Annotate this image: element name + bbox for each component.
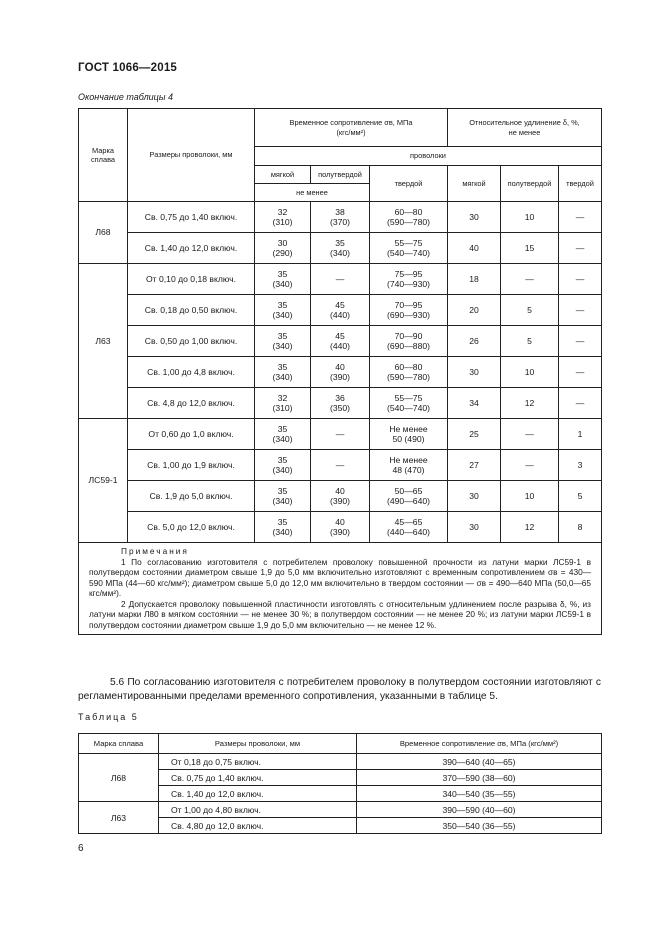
size-cell: Св. 1,00 до 4,8 включ. (128, 357, 255, 388)
elongation-hard-cell: 3 (559, 450, 602, 481)
elongation-semi-cell: 15 (501, 233, 559, 264)
tensile-soft-cell: 35 (340) (255, 450, 311, 481)
elongation-hard-cell: 1 (559, 419, 602, 450)
elongation-semi-cell: 12 (501, 512, 559, 543)
tensile-semi-cell: 45 (440) (311, 295, 370, 326)
tensile-soft-cell: 30 (290) (255, 233, 311, 264)
table5-row (79, 802, 602, 818)
tensile-hard-cell: 70—90 (690—880) (370, 326, 448, 357)
elongation-semi-cell: 10 (501, 357, 559, 388)
t5-value-cell: 350—540 (36—55) (357, 818, 602, 834)
notes-cell (79, 543, 602, 635)
table4-row (79, 326, 602, 357)
table4-row (79, 295, 602, 326)
t5-size-cell: Св. 0,75 до 1,40 включ. (159, 770, 357, 786)
tensile-hard-cell: 55—75 (540—740) (370, 233, 448, 264)
table4-row (79, 419, 602, 450)
page-header: ГОСТ 1066—2015 (78, 62, 178, 74)
header-el-semi-hard: полутвердой (501, 166, 559, 202)
tensile-soft-cell: 32 (310) (255, 388, 311, 419)
header-semi-hard: полутвердой (311, 166, 370, 184)
elongation-soft-cell: 30 (448, 357, 501, 388)
header-not-less: не менее (255, 184, 370, 202)
table4-row (79, 202, 602, 233)
table5-caption: Таблица 5 (78, 712, 139, 722)
elongation-soft-cell: 18 (448, 264, 501, 295)
size-cell: Св. 1,9 до 5,0 включ. (128, 481, 255, 512)
t5-value-cell: 390—640 (40—65) (357, 754, 602, 770)
header-sizes: Размеры проволоки, мм (128, 109, 255, 202)
elongation-hard-cell: — (559, 326, 602, 357)
elongation-hard-cell: — (559, 264, 602, 295)
size-cell: Св. 0,50 до 1,00 включ. (128, 326, 255, 357)
tensile-hard-cell: 45—65 (440—640) (370, 512, 448, 543)
tensile-semi-cell: 40 (390) (311, 481, 370, 512)
size-cell: Св. 0,18 до 0,50 включ. (128, 295, 255, 326)
table5 (78, 733, 602, 834)
size-cell: От 0,60 до 1,0 включ. (128, 419, 255, 450)
elongation-semi-cell: 10 (501, 481, 559, 512)
elongation-soft-cell: 34 (448, 388, 501, 419)
tensile-semi-cell: — (311, 450, 370, 481)
tensile-hard-cell: 60—80 (590—780) (370, 202, 448, 233)
header-el-soft: мягкой (448, 166, 501, 202)
table4-row (79, 233, 602, 264)
tensile-semi-cell: 36 (350) (311, 388, 370, 419)
table4-row (79, 481, 602, 512)
elongation-soft-cell: 25 (448, 419, 501, 450)
tensile-soft-cell: 35 (340) (255, 295, 311, 326)
elongation-semi-cell: 5 (501, 295, 559, 326)
elongation-hard-cell: — (559, 357, 602, 388)
header-grade: Марка сплава (79, 109, 128, 202)
t5-size-cell: От 0,18 до 0,75 включ. (159, 754, 357, 770)
table5-row (79, 754, 602, 770)
tensile-semi-cell: 40 (390) (311, 512, 370, 543)
tensile-hard-cell: 75—95 (740—930) (370, 264, 448, 295)
elongation-semi-cell: — (501, 450, 559, 481)
size-cell: Св. 4,8 до 12,0 включ. (128, 388, 255, 419)
tensile-soft-cell: 35 (340) (255, 264, 311, 295)
t5-header-grade: Марка сплава (79, 734, 159, 754)
t5-size-cell: Св. 1,40 до 12,0 включ. (159, 786, 357, 802)
tensile-soft-cell: 35 (340) (255, 419, 311, 450)
size-cell: Св. 0,75 до 1,40 включ. (128, 202, 255, 233)
elongation-soft-cell: 30 (448, 202, 501, 233)
header-hard: твердой (370, 166, 448, 202)
header-soft: мягкой (255, 166, 311, 184)
elongation-semi-cell: 12 (501, 388, 559, 419)
notes-title: Примечания (121, 546, 189, 556)
grade-cell: Л63 (79, 264, 128, 419)
table4 (78, 108, 602, 635)
tensile-soft-cell: 35 (340) (255, 512, 311, 543)
table4-row (79, 388, 602, 419)
table4-row (79, 264, 602, 295)
size-cell: Св. 1,40 до 12,0 включ. (128, 233, 255, 264)
tensile-soft-cell: 32 (310) (255, 202, 311, 233)
elongation-semi-cell: 5 (501, 326, 559, 357)
tensile-hard-cell: Не менее 50 (490) (370, 419, 448, 450)
tensile-hard-cell: 55—75 (540—740) (370, 388, 448, 419)
t5-size-cell: От 1,00 до 4,80 включ. (159, 802, 357, 818)
t5-value-cell: 370—590 (38—60) (357, 770, 602, 786)
elongation-hard-cell: — (559, 388, 602, 419)
elongation-hard-cell: — (559, 202, 602, 233)
elongation-soft-cell: 30 (448, 512, 501, 543)
t5-value-cell: 390—590 (40—60) (357, 802, 602, 818)
tensile-semi-cell: 38 (370) (311, 202, 370, 233)
elongation-hard-cell: 8 (559, 512, 602, 543)
tensile-semi-cell: — (311, 264, 370, 295)
size-cell: Св. 5,0 до 12,0 включ. (128, 512, 255, 543)
page-number: 6 (78, 843, 84, 854)
elongation-semi-cell: — (501, 264, 559, 295)
header-elongation: Относительное удлинение δ, %, не менее (448, 109, 602, 147)
tensile-hard-cell: 70—95 (690—930) (370, 295, 448, 326)
note-2: 2 Допускается проволоку повышенной пластичности изготовлять с относительным удлинением после разрыва δ, %, из латуни марки Л80 в мягком состоянии — не менее 30 %; в полутвердом состоянии — не менее 20 %; из латуни марки ЛС59-1 в полутвердом состоянии диаметром свыше 1,9 до 5,0 мм включительно — не менее 12 %. (89, 598, 591, 630)
paragraph-5-6: 5.6 По согласованию изготовителя с потребителем проволоку в полутвердом состоянии изготовляют с регламентированными пределами временного сопротивления, указанными в таблице 5. (78, 677, 601, 702)
elongation-soft-cell: 20 (448, 295, 501, 326)
tensile-soft-cell: 35 (340) (255, 481, 311, 512)
tensile-semi-cell: 35 (340) (311, 233, 370, 264)
t5-grade-cell: Л68 (79, 754, 159, 802)
size-cell: Св. 1,00 до 1,9 включ. (128, 450, 255, 481)
elongation-hard-cell: — (559, 233, 602, 264)
table4-row (79, 450, 602, 481)
elongation-soft-cell: 30 (448, 481, 501, 512)
table4-caption: Окончание таблицы 4 (78, 92, 173, 102)
table4-row (79, 357, 602, 388)
t5-value-cell: 340—540 (35—55) (357, 786, 602, 802)
header-el-hard: твердой (559, 166, 602, 202)
size-cell: От 0,10 до 0,18 включ. (128, 264, 255, 295)
tensile-hard-cell: 50—65 (490—640) (370, 481, 448, 512)
note-1: 1 По согласованию изготовителя с потребителем проволоку повышенной прочности из латуни марки ЛС59-1 в полутвердом состоянии диаметром свыше 1,9 до 5,0 мм включительно изготовляют с временным сопротивлением σв = 430—590 МПа (44—60 кгс/мм²); диаметром свыше 5,0 до 12,0 мм включительно в твердом состоянии — σв = 490—640 МПа (50,0—65 кгс/мм²). (89, 556, 591, 598)
tensile-semi-cell: 40 (390) (311, 357, 370, 388)
header-wire: проволоки (255, 147, 602, 166)
elongation-soft-cell: 40 (448, 233, 501, 264)
tensile-soft-cell: 35 (340) (255, 326, 311, 357)
tensile-semi-cell: — (311, 419, 370, 450)
t5-header-sizes: Размеры проволоки, мм (159, 734, 357, 754)
tensile-hard-cell: Не менее 48 (470) (370, 450, 448, 481)
tensile-semi-cell: 45 (440) (311, 326, 370, 357)
elongation-hard-cell: — (559, 295, 602, 326)
t5-size-cell: Св. 4,80 до 12,0 включ. (159, 818, 357, 834)
elongation-semi-cell: — (501, 419, 559, 450)
tensile-soft-cell: 35 (340) (255, 357, 311, 388)
grade-cell: ЛС59-1 (79, 419, 128, 543)
grade-cell: Л68 (79, 202, 128, 264)
t5-grade-cell: Л63 (79, 802, 159, 834)
elongation-semi-cell: 10 (501, 202, 559, 233)
table4-row (79, 512, 602, 543)
tensile-hard-cell: 60—80 (590—780) (370, 357, 448, 388)
notes-row (79, 543, 602, 635)
elongation-soft-cell: 27 (448, 450, 501, 481)
elongation-soft-cell: 26 (448, 326, 501, 357)
t5-header-tensile: Временное сопротивление σв, МПа (кгс/мм²) (357, 734, 602, 754)
elongation-hard-cell: 5 (559, 481, 602, 512)
header-tensile: Временное сопротивление σв, МПа (кгс/мм²) (255, 109, 448, 147)
